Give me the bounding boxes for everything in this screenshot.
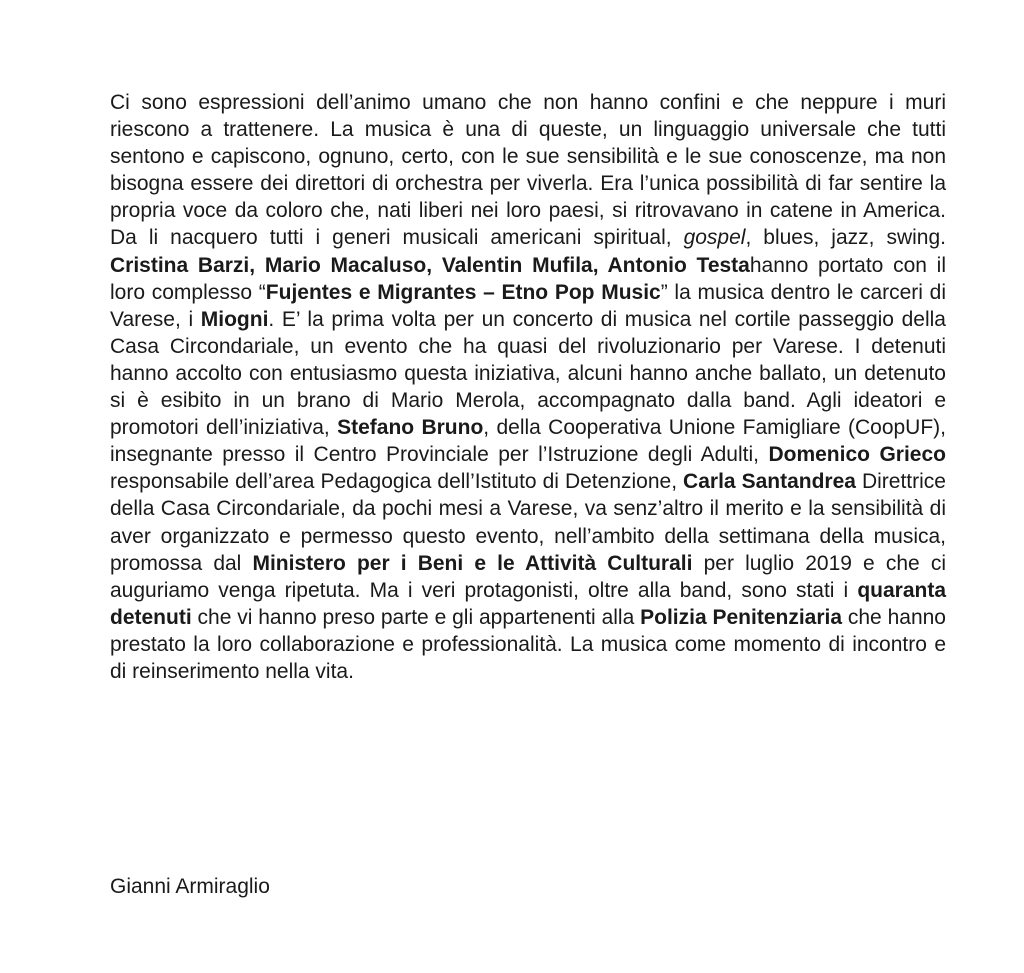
text-run: , della Cooperativa Unione Famigliare (CoopUF), insegnante presso il Centro Provinciale per l’Istruzione degli Adulti, [110, 416, 947, 467]
text-run: . E’ la prima volta per un concerto di musica nel cortile passeggio della Casa Circondariale, un evento che ha quasi del rivoluzionario per Varese. I detenuti hanno accolto con entusiasmo questa iniziativa, alcuni hanno anche ballato, un detenuto si è esibito in un brano di Mario Merola, accompagnato dalla band. Agli ideatori e promotori dell’iniziativa, [110, 307, 946, 440]
article-paragraph [110, 89, 946, 685]
article-body [110, 89, 946, 685]
emphasis-bold: Fujentes e Migrantes – Etno Pop Music [265, 280, 661, 304]
text-run: Ci sono espressioni dell’animo umano che non hanno confini e che neppure i muri riescono a trattenere. La musica è una di queste, un linguaggio universale che tutti sentono e capiscono, ognuno, certo, con le sue sensibilità e le sue conoscenze, ma non bisogna essere dei direttori di orchestra per viverla. Era l’unica possibilità di far sentire la propria voce da coloro che, nati liberi nei loro paesi, si ritrovavano in catene in America. Da li nacquero tutti i generi musicali americani spiritual, [110, 91, 946, 250]
text-run: responsabile dell’area Pedagogica dell’Istituto di Detenzione, [110, 470, 684, 494]
text-run: ” la musica dentro le carceri di Varese, i [110, 280, 947, 331]
emphasis-bold: Polizia Penitenziaria [640, 605, 843, 629]
emphasis-bold: Miogni [200, 307, 269, 331]
text-run: hanno portato con il loro complesso “ [110, 253, 947, 304]
text-run: Direttrice della Casa Circondariale, da pochi mesi a Varese, va senz’altro il merito e la sensibilità di aver organizzato e permesso questo evento, nell’ambito della settimana della musica, promossa dal [110, 470, 946, 575]
text-run: per luglio 2019 e che ci auguriamo venga ripetuta. Ma i veri protagonisti, oltre alla band, sono stati i [110, 551, 947, 602]
text-run: che vi hanno preso parte e gli appartenenti alla [191, 605, 641, 629]
author-signature: Gianni Armiraglio [110, 875, 270, 898]
emphasis-italic: gospel [683, 226, 746, 250]
emphasis-bold: Ministero per i Beni e le Attività Culturali [252, 551, 693, 575]
text-run: , blues, jazz, swing. [745, 226, 946, 250]
emphasis-bold: quaranta detenuti [110, 578, 946, 629]
text-run: che hanno prestato la loro collaborazione e professionalità. La musica come momento di incontro e di reinserimento nella vita. [110, 605, 946, 683]
emphasis-bold: Domenico Grieco [768, 443, 946, 467]
emphasis-bold: Cristina Barzi, Mario Macaluso, Valentin Mufila, Antonio Testa [110, 253, 750, 277]
emphasis-bold: Carla Santandrea [683, 470, 856, 494]
emphasis-bold: Stefano Bruno [337, 416, 484, 440]
